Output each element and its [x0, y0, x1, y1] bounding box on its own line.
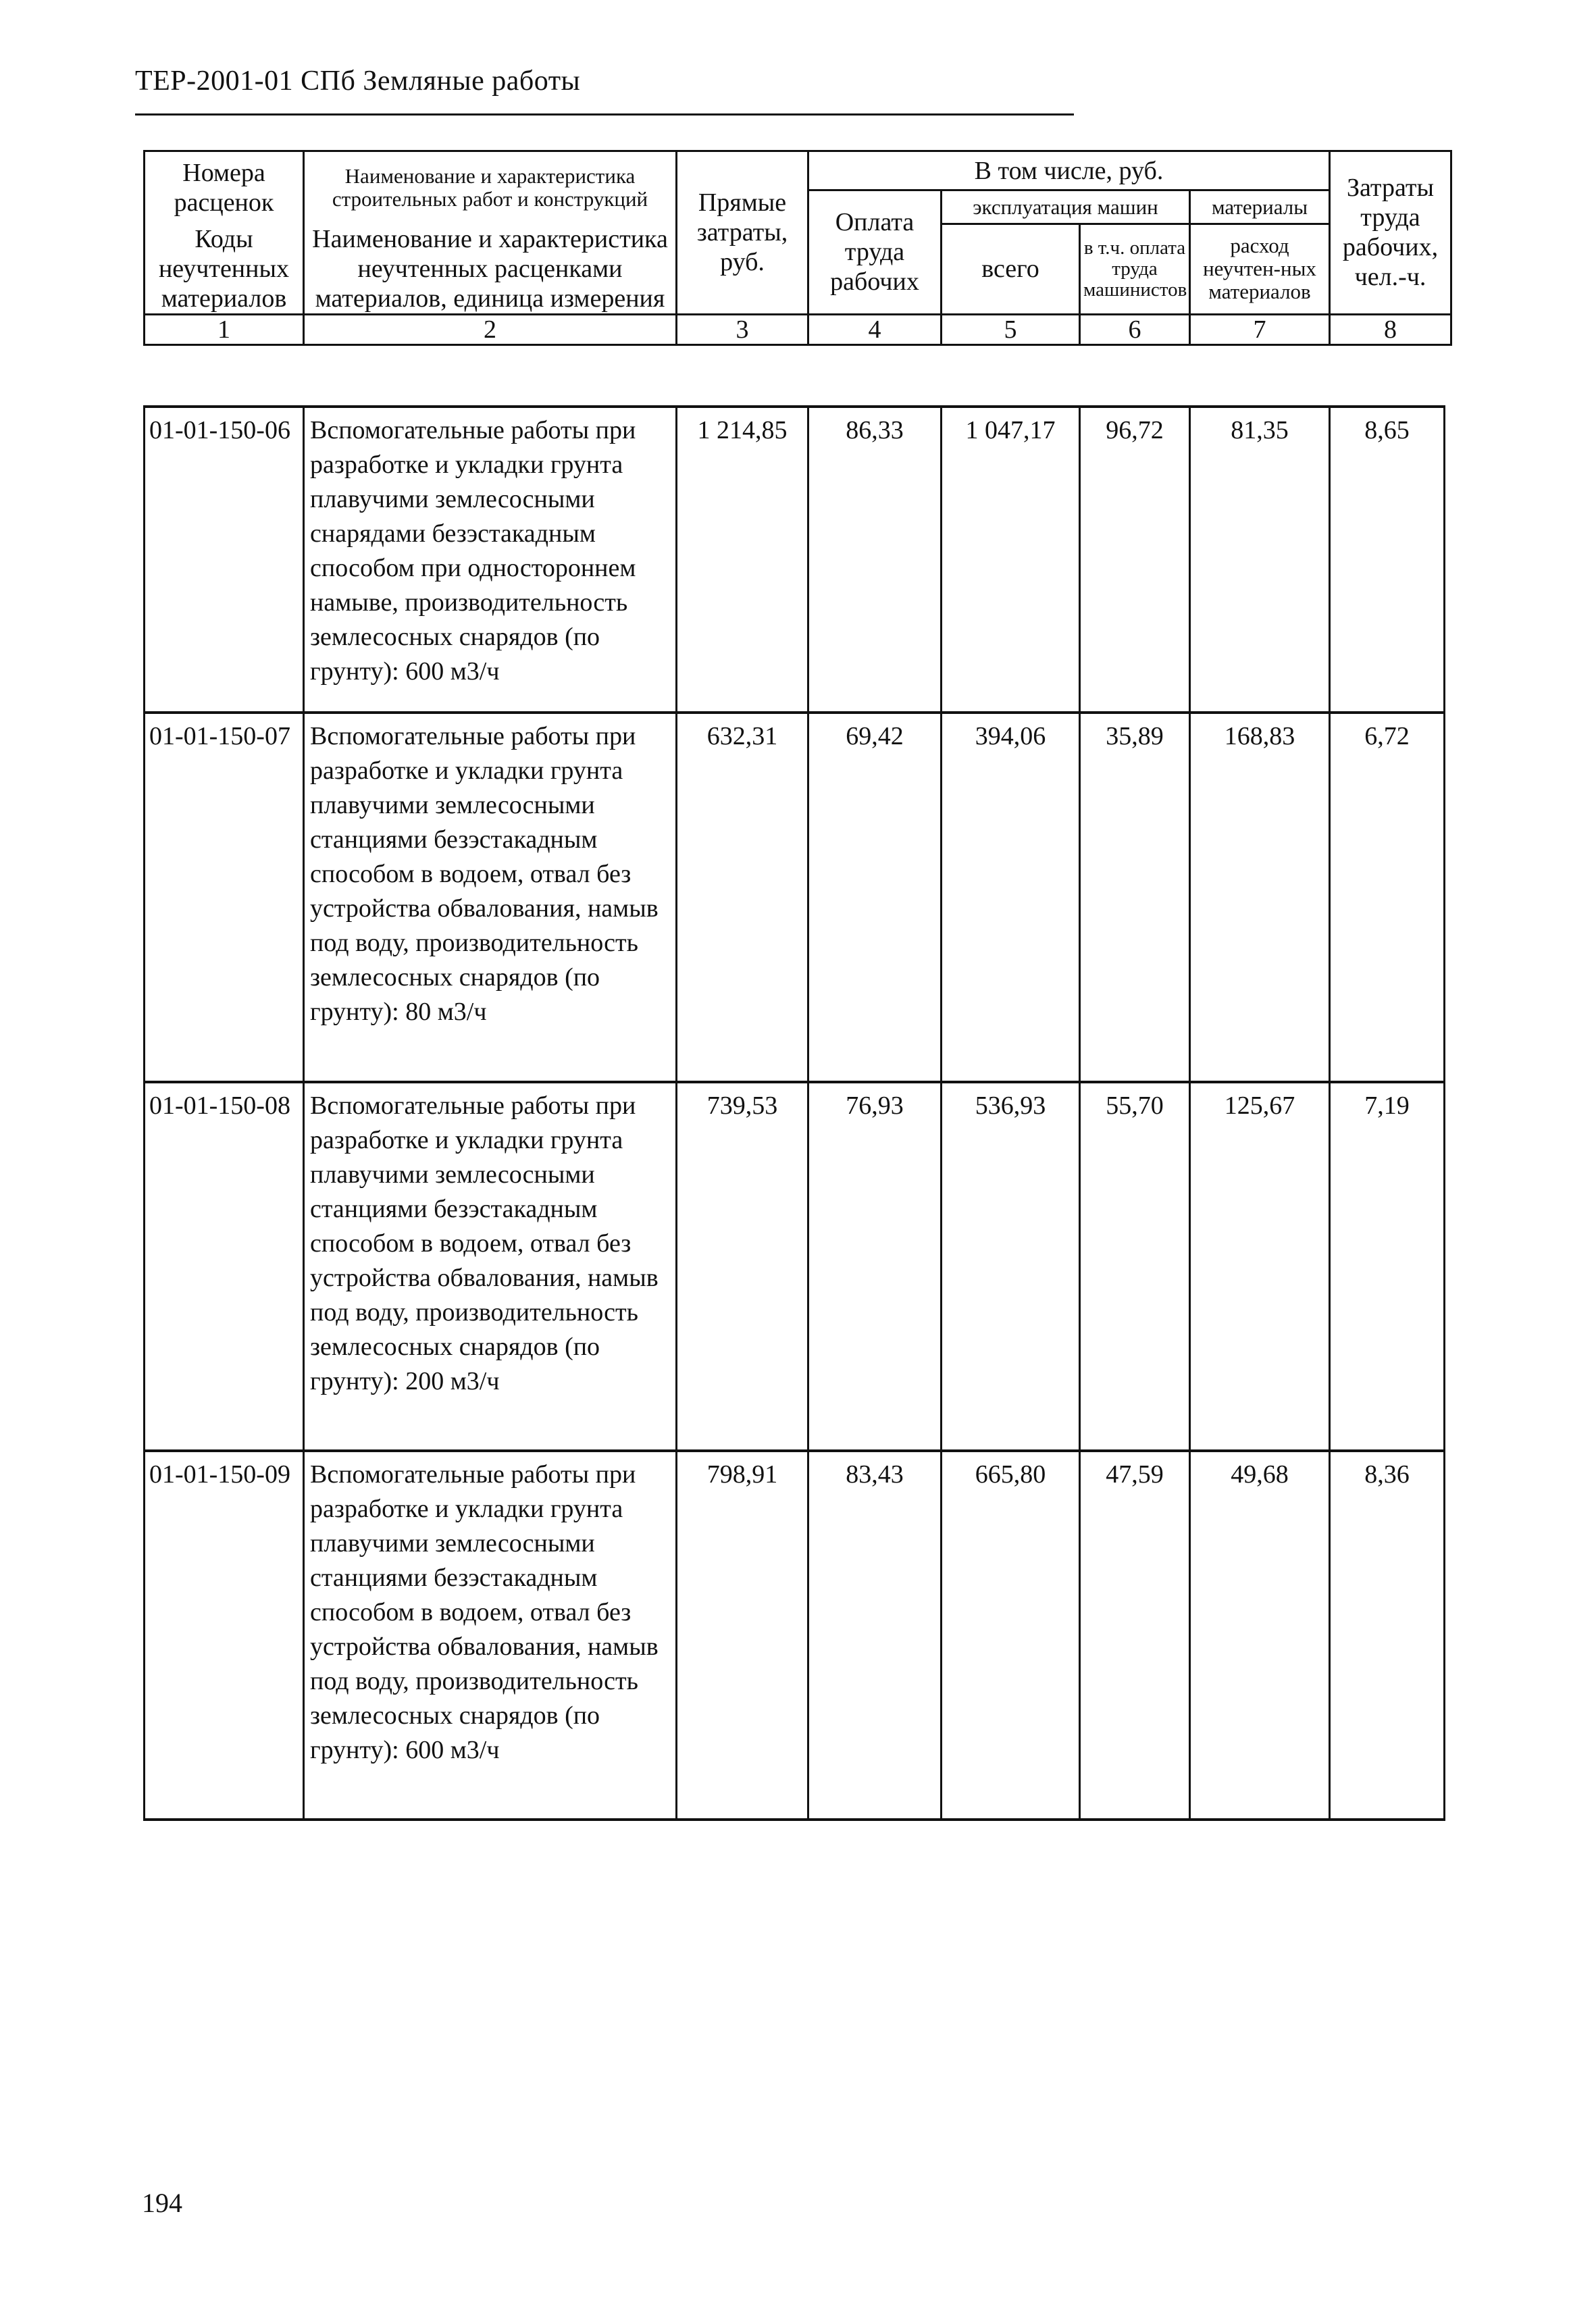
table-row [145, 407, 1445, 713]
header-materials-group: материалы [1190, 190, 1330, 224]
machinists-pay-value: 47,59 [1080, 1451, 1190, 1820]
labor-hours-value: 7,19 [1330, 1082, 1445, 1451]
header-rate-numbers: Номера расценок [145, 151, 304, 224]
table-row [145, 713, 1445, 1082]
header-direct-costs: Прямые затраты, руб. [677, 151, 808, 315]
work-description: Вспомогательные работы при разработке и укладки грунта плавучими землесосными станциями безэстакадным способом в водоем, отвал без устройства обвалования, намыв под воду, производительность землесосных снарядов (по грунту): 600 м3/ч [304, 1451, 677, 1820]
header-labor-pay: Оплата труда рабочих [808, 190, 942, 315]
header-col-number-3: 3 [677, 314, 808, 344]
labor-pay-value: 69,42 [808, 713, 942, 1082]
rates-table [143, 405, 1445, 1821]
materials-value: 81,35 [1190, 407, 1330, 713]
header-machines-group: эксплуатация машин [942, 190, 1190, 224]
rate-code: 01-01-150-07 [145, 713, 304, 1082]
rate-code: 01-01-150-08 [145, 1082, 304, 1451]
labor-hours-value: 8,65 [1330, 407, 1445, 713]
machines-total-value: 665,80 [942, 1451, 1080, 1820]
direct-costs-value: 739,53 [677, 1082, 808, 1451]
table-row [145, 1451, 1445, 1820]
header-col-number-2: 2 [304, 314, 677, 344]
header-unaccounted-materials: Наименование и характеристика неучтенных расценками материалов, единица измерения [304, 224, 677, 315]
header-unaccounted-codes: Коды неучтенных материалов [145, 224, 304, 315]
machines-total-value: 1 047,17 [942, 407, 1080, 713]
direct-costs-value: 798,91 [677, 1451, 808, 1820]
header-unaccounted-consumption: расход неучтен-ных материалов [1190, 224, 1330, 315]
work-description: Вспомогательные работы при разработке и укладки грунта плавучими землесосными станциями безэстакадным способом в водоем, отвал без устройства обвалования, намыв под воду, производительность землесосных снарядов (по грунту): 80 м3/ч [304, 713, 677, 1082]
header-labor-hours: Затраты труда рабочих, чел.-ч. [1330, 151, 1451, 315]
machines-total-value: 536,93 [942, 1082, 1080, 1451]
labor-pay-value: 86,33 [808, 407, 942, 713]
document-title: ТЕР-2001-01 СПб Земляные работы [135, 66, 581, 97]
header-machinists-pay: в т.ч. оплата труда машинистов [1080, 224, 1190, 315]
direct-costs-value: 632,31 [677, 713, 808, 1082]
work-description: Вспомогательные работы при разработке и укладки грунта плавучими землесосными снарядами безэстакадным способом при одностороннем намыве, производительность землесосных снарядов (по грунту): 600 м3/ч [304, 407, 677, 713]
header-col-number-5: 5 [942, 314, 1080, 344]
machines-total-value: 394,06 [942, 713, 1080, 1082]
direct-costs-value: 1 214,85 [677, 407, 808, 713]
rate-code: 01-01-150-06 [145, 407, 304, 713]
header-including-group: В том числе, руб. [808, 151, 1330, 190]
rate-code: 01-01-150-09 [145, 1451, 304, 1820]
header-work-name: Наименование и характеристика строительных работ и конструкций [304, 151, 677, 224]
header-col-number-8: 8 [1330, 314, 1451, 344]
header-col-number-6: 6 [1080, 314, 1190, 344]
header-col-number-4: 4 [808, 314, 942, 344]
title-underline [135, 113, 1074, 115]
labor-pay-value: 83,43 [808, 1451, 942, 1820]
materials-value: 168,83 [1190, 713, 1330, 1082]
machinists-pay-value: 96,72 [1080, 407, 1190, 713]
work-description: Вспомогательные работы при разработке и укладки грунта плавучими землесосными станциями безэстакадным способом в водоем, отвал без устройства обвалования, намыв под воду, производительность землесосных снарядов (по грунту): 200 м3/ч [304, 1082, 677, 1451]
page-number: 194 [142, 2188, 182, 2218]
header-machines-total: всего [942, 224, 1080, 315]
table-header [143, 150, 1452, 346]
materials-value: 49,68 [1190, 1451, 1330, 1820]
materials-value: 125,67 [1190, 1082, 1330, 1451]
machinists-pay-value: 35,89 [1080, 713, 1190, 1082]
table-row [145, 1082, 1445, 1451]
labor-pay-value: 76,93 [808, 1082, 942, 1451]
labor-hours-value: 6,72 [1330, 713, 1445, 1082]
header-col-number-7: 7 [1190, 314, 1330, 344]
header-col-number-1: 1 [145, 314, 304, 344]
machinists-pay-value: 55,70 [1080, 1082, 1190, 1451]
labor-hours-value: 8,36 [1330, 1451, 1445, 1820]
